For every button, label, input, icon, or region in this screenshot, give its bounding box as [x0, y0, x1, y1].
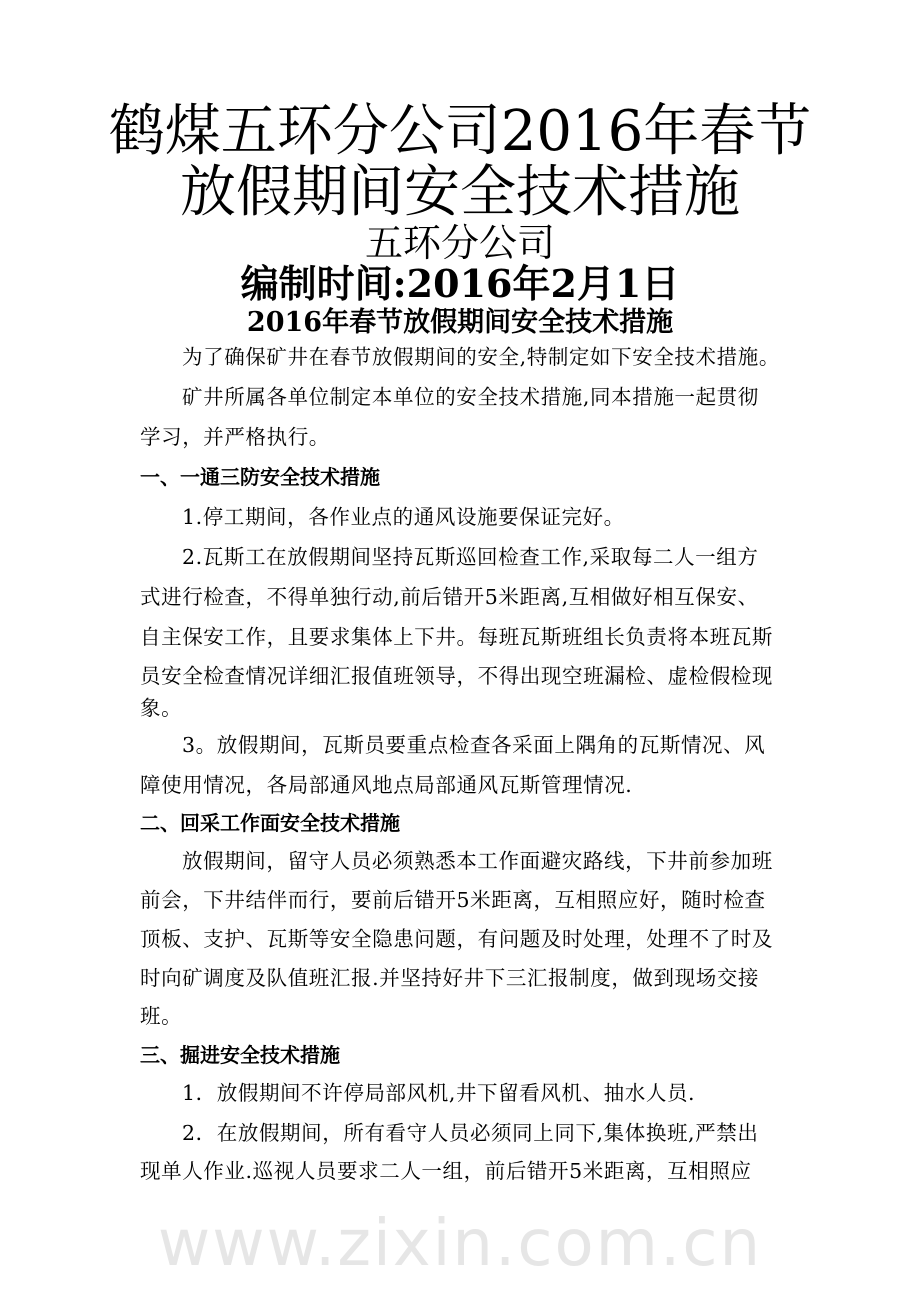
document-title-line2: 放假期间安全技术措施: [180, 160, 740, 225]
intro-line: 为了确保矿井在春节放假期间的安全,特制定如下安全技术措施。: [182, 345, 780, 369]
intro-line: 矿井所属各单位制定本单位的安全技术措施,同本措施一起贯彻: [182, 385, 759, 409]
section1-item2-line: 自主保安工作，且要求集体上下井。每班瓦斯班组长负责将本班瓦斯: [140, 625, 773, 649]
document-subtitle: 2016年春节放假期间安全技术措施: [246, 307, 674, 338]
section1-item3-line: 障使用情况，各局部通风地点局部通风瓦斯管理情况.: [140, 773, 633, 797]
document-title-line1: 鹤煤五环分公司2016年春节: [108, 99, 812, 164]
section-heading-2: 二、回采工作面安全技术措施: [140, 811, 400, 835]
watermark: www.zixin.com.cn: [157, 1207, 763, 1281]
intro-line: 学习，并严格执行。: [140, 425, 330, 449]
section2-line: 放假期间，留守人员必须熟悉本工作面避灾路线，下井前参加班: [182, 849, 773, 873]
section1-item2-line: 员安全检查情况详细汇报值班领导，不得出现空班漏检、虚检假检现: [140, 664, 773, 688]
section-heading-1: 一、一通三防安全技术措施: [140, 465, 380, 489]
compile-date: 编制时间:2016年2月1日: [240, 261, 680, 306]
section2-line: 时向矿调度及队值班汇报.并坚持好井下三汇报制度，做到现场交接: [140, 966, 760, 990]
section-heading-3: 三、掘进安全技术措施: [140, 1043, 340, 1067]
section1-item2-line: 2.瓦斯工在放假期间坚持瓦斯巡回检查工作,采取每二人一组方: [182, 545, 759, 569]
section3-item2-line: 现单人作业.巡视人员要求二人一组，前后错开5米距离，互相照应: [140, 1159, 752, 1183]
company-name: 五环分公司: [364, 221, 555, 265]
section1-item2-line: 象。: [140, 696, 183, 720]
section2-line: 顶板、支护、瓦斯等安全隐患问题，有问题及时处理，处理不了时及: [140, 927, 773, 951]
section3-item2-line: 2．在放假期间，所有看守人员必须同上同下,集体换班,严禁出: [182, 1121, 759, 1145]
section3-item1-line: 1．放假期间不许停局部风机,井下留看风机、抽水人员.: [182, 1081, 696, 1105]
section1-item3-line: 3。放假期间，瓦斯员要重点检查各采面上隅角的瓦斯情况、风: [182, 733, 766, 757]
section2-line: 班。: [140, 1004, 183, 1028]
section1-item2-line: 式进行检查，不得单独行动,前后错开5米距离,互相做好相互保安、: [140, 585, 759, 609]
section2-line: 前会，下井结伴而行，要前后错开5米距离，互相照应好，随时检查: [140, 888, 766, 912]
section1-item1-line: 1.停工期间，各作业点的通风设施要保证完好。: [182, 505, 625, 529]
